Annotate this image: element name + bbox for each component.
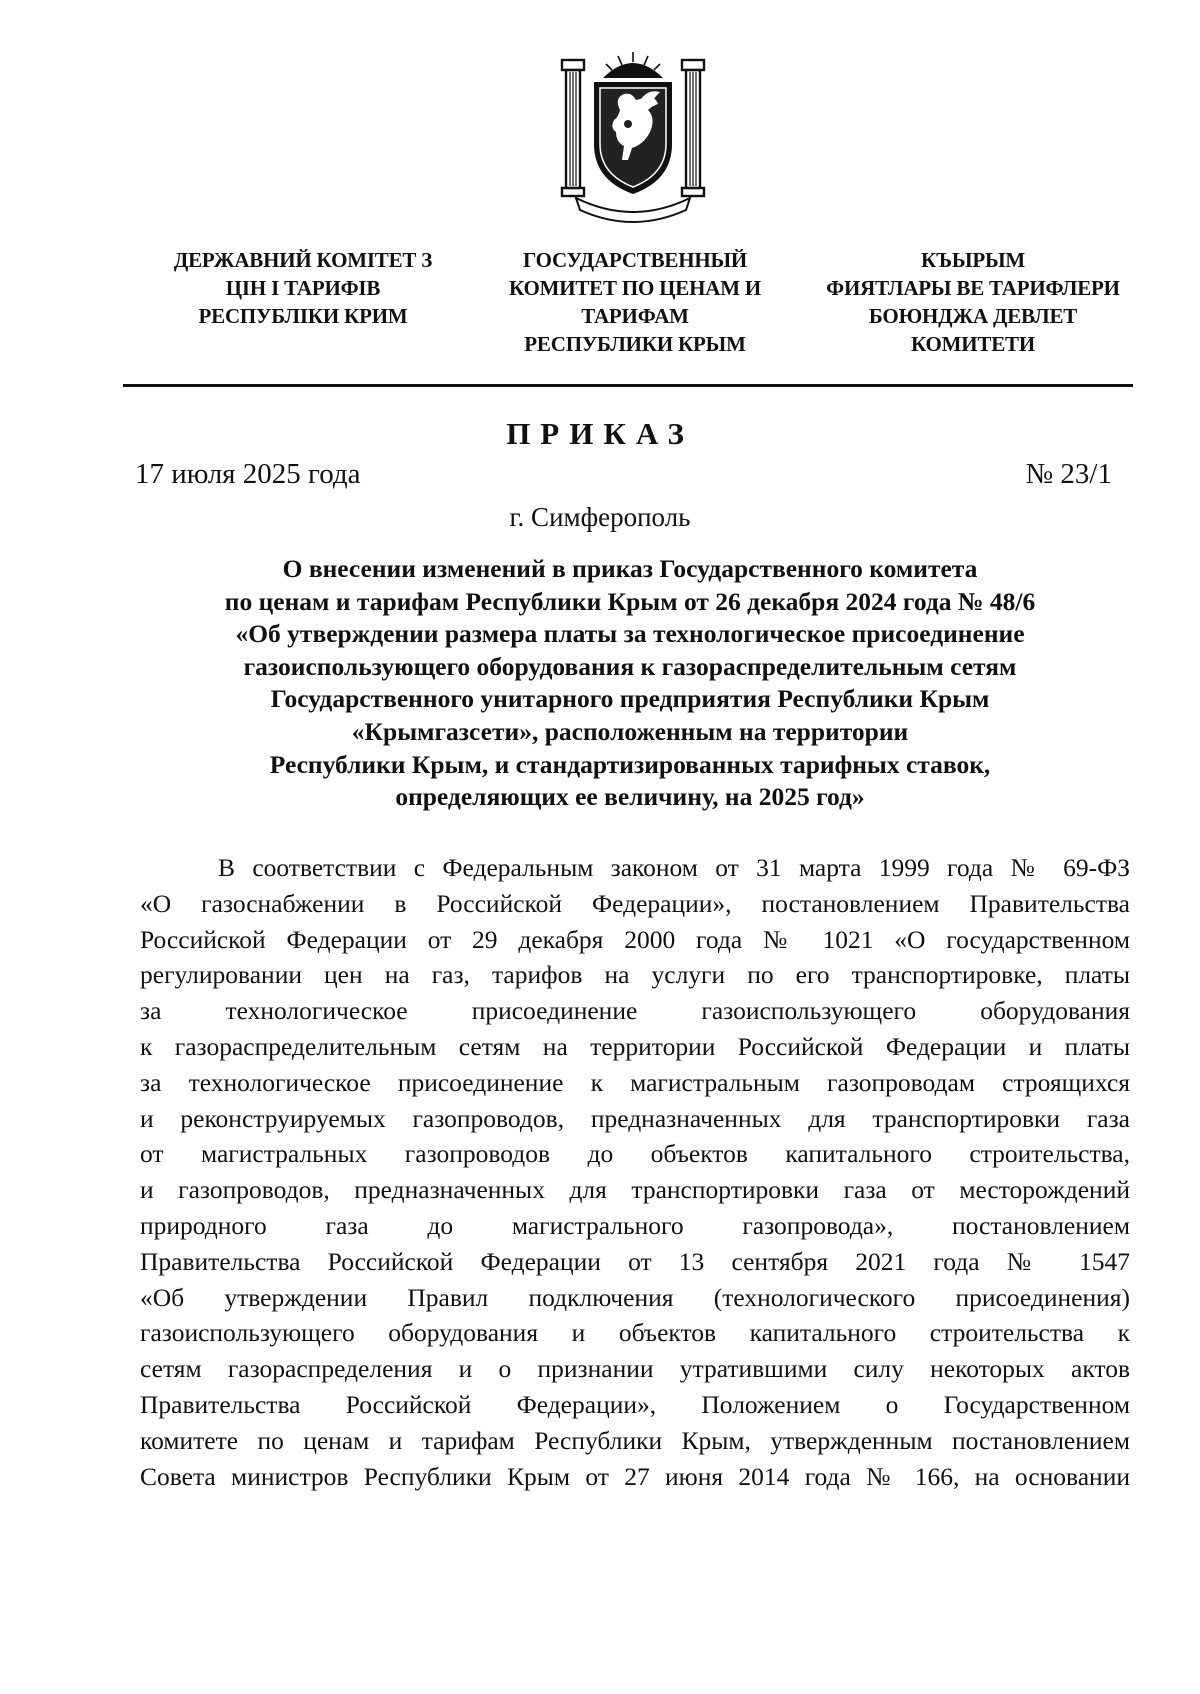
heading-line: определяющих ее величину, на 2025 год» [395,782,865,812]
org-crimean-tatar-line: БОЮНДЖА ДЕВЛЕТ [868,304,1078,328]
org-crimean-tatar-line: ФИЯТЛАРЫ ВЕ ТАРИФЛЕРИ [826,276,1120,300]
org-russian-line: ГОСУДАРСТВЕННЫЙ [522,248,748,272]
header-divider [123,384,1133,387]
body-line: регулировании цен на газ, тарифов на услуги по его транспортировке, платы [140,960,1130,990]
order-number: № 23/1 [1025,458,1112,490]
heading-line: газоиспользующего оборудования к газораспределительным сетям [243,651,1017,681]
body-line: Правительства Российской Федерации», Положением о Государственном [140,1389,1130,1419]
heading-line: Государственного унитарного предприятия Республики Крым [270,684,990,714]
coat-of-arms-crimea-icon [558,48,708,223]
body-line: Правительства Российской Федерации от 13 сентября 2021 года № 1547 [140,1246,1130,1276]
org-name-ukrainian [148,246,458,330]
body-line: В соответствии с Федеральным законом от 31 марта 1999 года № 69-ФЗ [218,853,1130,882]
org-russian-line: КОМИТЕТ ПО ЦЕНАМ И [508,276,762,300]
order-city: г. Симферополь [509,502,691,532]
order-subject-heading [130,553,1130,814]
body-line: и газопроводов, предназначенных для транспортировки газа от месторождений [140,1175,1130,1205]
body-line: Совета министров Республики Крым от 27 июня 2014 года № 166, на основании [140,1461,1130,1491]
heading-line: «Крымгазсети», расположенным на территории [351,716,909,746]
org-crimean-tatar-line: КЪЫРЫМ [921,248,1025,272]
body-line: от магистральных газопроводов до объектов капитального строительства, [140,1139,1130,1169]
body-line: Российской Федерации от 29 декабря 2000 года № 1021 «О государственном [140,924,1130,954]
body-line: к газораспределительным сетям на территории Российской Федерации и платы [140,1031,1130,1061]
body-line: «Об утверждении Правил подключения (технологического присоединения) [140,1282,1130,1312]
body-line: «О газоснабжении в Российской Федерации», постановлением Правительства [140,888,1130,918]
body-line: за технологическое присоединение газоиспользующего оборудования [140,996,1130,1026]
org-ukrainian-line: РЕСПУБЛІКИ КРИМ [198,304,408,328]
org-crimean-tatar-line: КОМИТЕТИ [911,332,1035,356]
heading-line: О внесении изменений в приказ Государственного комитета [282,554,978,583]
order-body-paragraph [140,850,1130,1494]
org-ukrainian-line: ДЕРЖАВНИЙ КОМІТЕТ З [173,248,433,272]
order-date: 17 июля 2025 года [135,458,361,490]
heading-line: Республики Крым, и стандартизированных тарифных ставок, [269,749,991,779]
order-title: ПРИКАЗ [506,416,694,451]
org-russian-line: РЕСПУБЛИКИ КРЫМ [524,332,746,356]
org-name-russian [480,246,790,358]
heading-line: «Об утверждении размера платы за технологическое присоединение [235,619,1025,649]
body-line: сетям газораспределения и о признании утратившими силу некоторых актов [140,1354,1130,1384]
body-line: комитете по ценам и тарифам Республики Крым, утвержденным постановлением [140,1425,1130,1455]
org-ukrainian-line: ЦІН І ТАРИФІВ [225,276,381,300]
body-line: газоиспользующего оборудования и объектов капитального строительства к [140,1318,1130,1348]
body-line: природного газа до магистрального газопровода», постановлением [140,1210,1130,1240]
org-russian-line: ТАРИФАМ [581,304,689,328]
heading-line: по ценам и тарифам Республики Крым от 26 декабря 2024 года № 48/6 [224,586,1036,616]
org-name-crimean-tatar [808,246,1138,358]
body-line: и реконструируемых газопроводов, предназначенных для транспортировки газа [140,1103,1130,1133]
body-line: за технологическое присоединение к магистральным газопроводам строящихся [140,1067,1130,1097]
